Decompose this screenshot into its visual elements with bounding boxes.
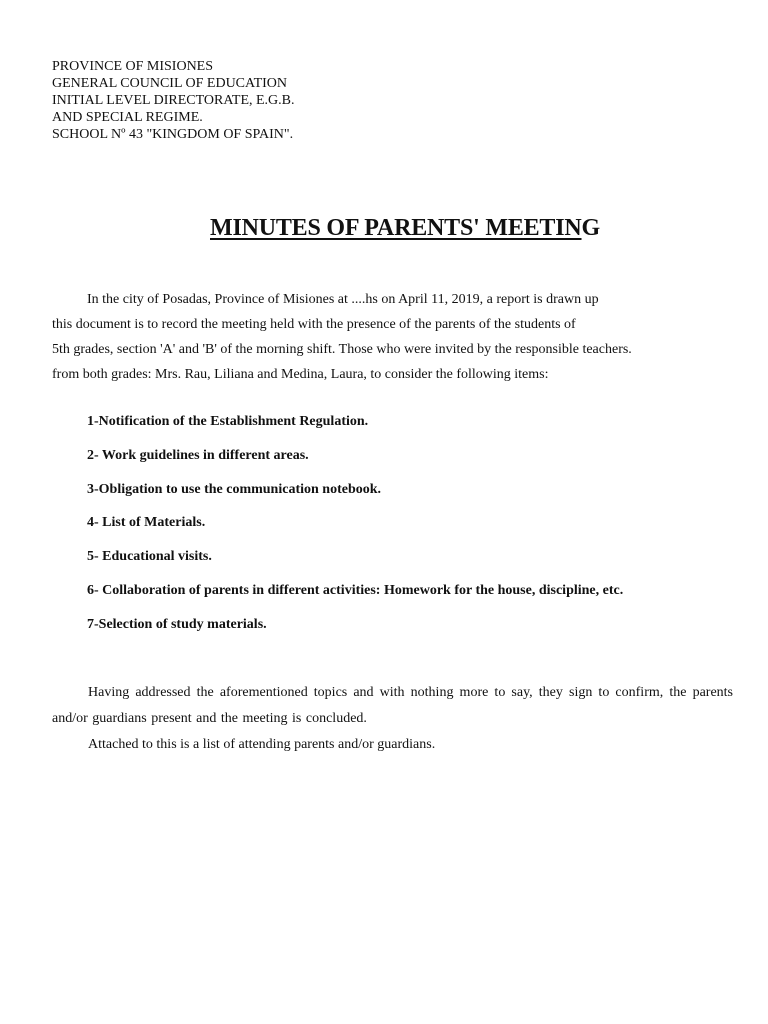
closing-section [52,680,733,758]
agenda-item: 4- List of Materials. [87,515,206,531]
header-line-directorate: INITIAL LEVEL DIRECTORATE, E.G.B. [52,93,295,108]
intro-paragraph [52,287,632,387]
page-title-underlined: MINUTES OF PARENTS' MEETIN [210,215,582,241]
agenda-list [87,412,623,649]
header-line-province: PROVINCE OF MISIONES [52,59,214,74]
agenda-item: 7-Selection of study materials. [87,616,267,632]
header-line-council: GENERAL COUNCIL OF EDUCATION [52,76,288,91]
intro-line: In the city of Posadas, Province of Misiones at ....hs on April 11, 2019, a report is drawn up [87,292,599,307]
agenda-item: 3-Obligation to use the communication notebook. [87,481,382,497]
document-header [52,58,295,143]
page-title [0,213,768,243]
agenda-item: 2- Work guidelines in different areas. [87,447,309,463]
agenda-item: 1-Notification of the Establishment Regulation. [87,414,369,429]
attachment-note: Attached to this is a list of attending parents and/or guardians. [88,737,436,752]
intro-line: 5th grades, section 'A' and 'B' of the morning shift. Those who were invited by the responsible teachers. [52,342,632,357]
intro-line: from both grades: Mrs. Rau, Liliana and Medina, Laura, to consider the following items: [52,367,549,382]
header-line-school: SCHOOL Nº 43 "KINGDOM OF SPAIN". [52,127,294,142]
closing-paragraph: Having addressed the aforementioned topics and with nothing more to say, they sign to confirm, the parents and/or guardians present and the meeting is concluded. [52,685,733,726]
header-line-regime: AND SPECIAL REGIME. [52,110,203,125]
agenda-item: 6- Collaboration of parents in different activities: Homework for the house, discipline, etc. [87,582,624,598]
intro-line: this document is to record the meeting held with the presence of the parents of the students of [52,317,576,332]
agenda-item: 5- Educational visits. [87,549,212,565]
page-title-rest: G [581,215,600,241]
